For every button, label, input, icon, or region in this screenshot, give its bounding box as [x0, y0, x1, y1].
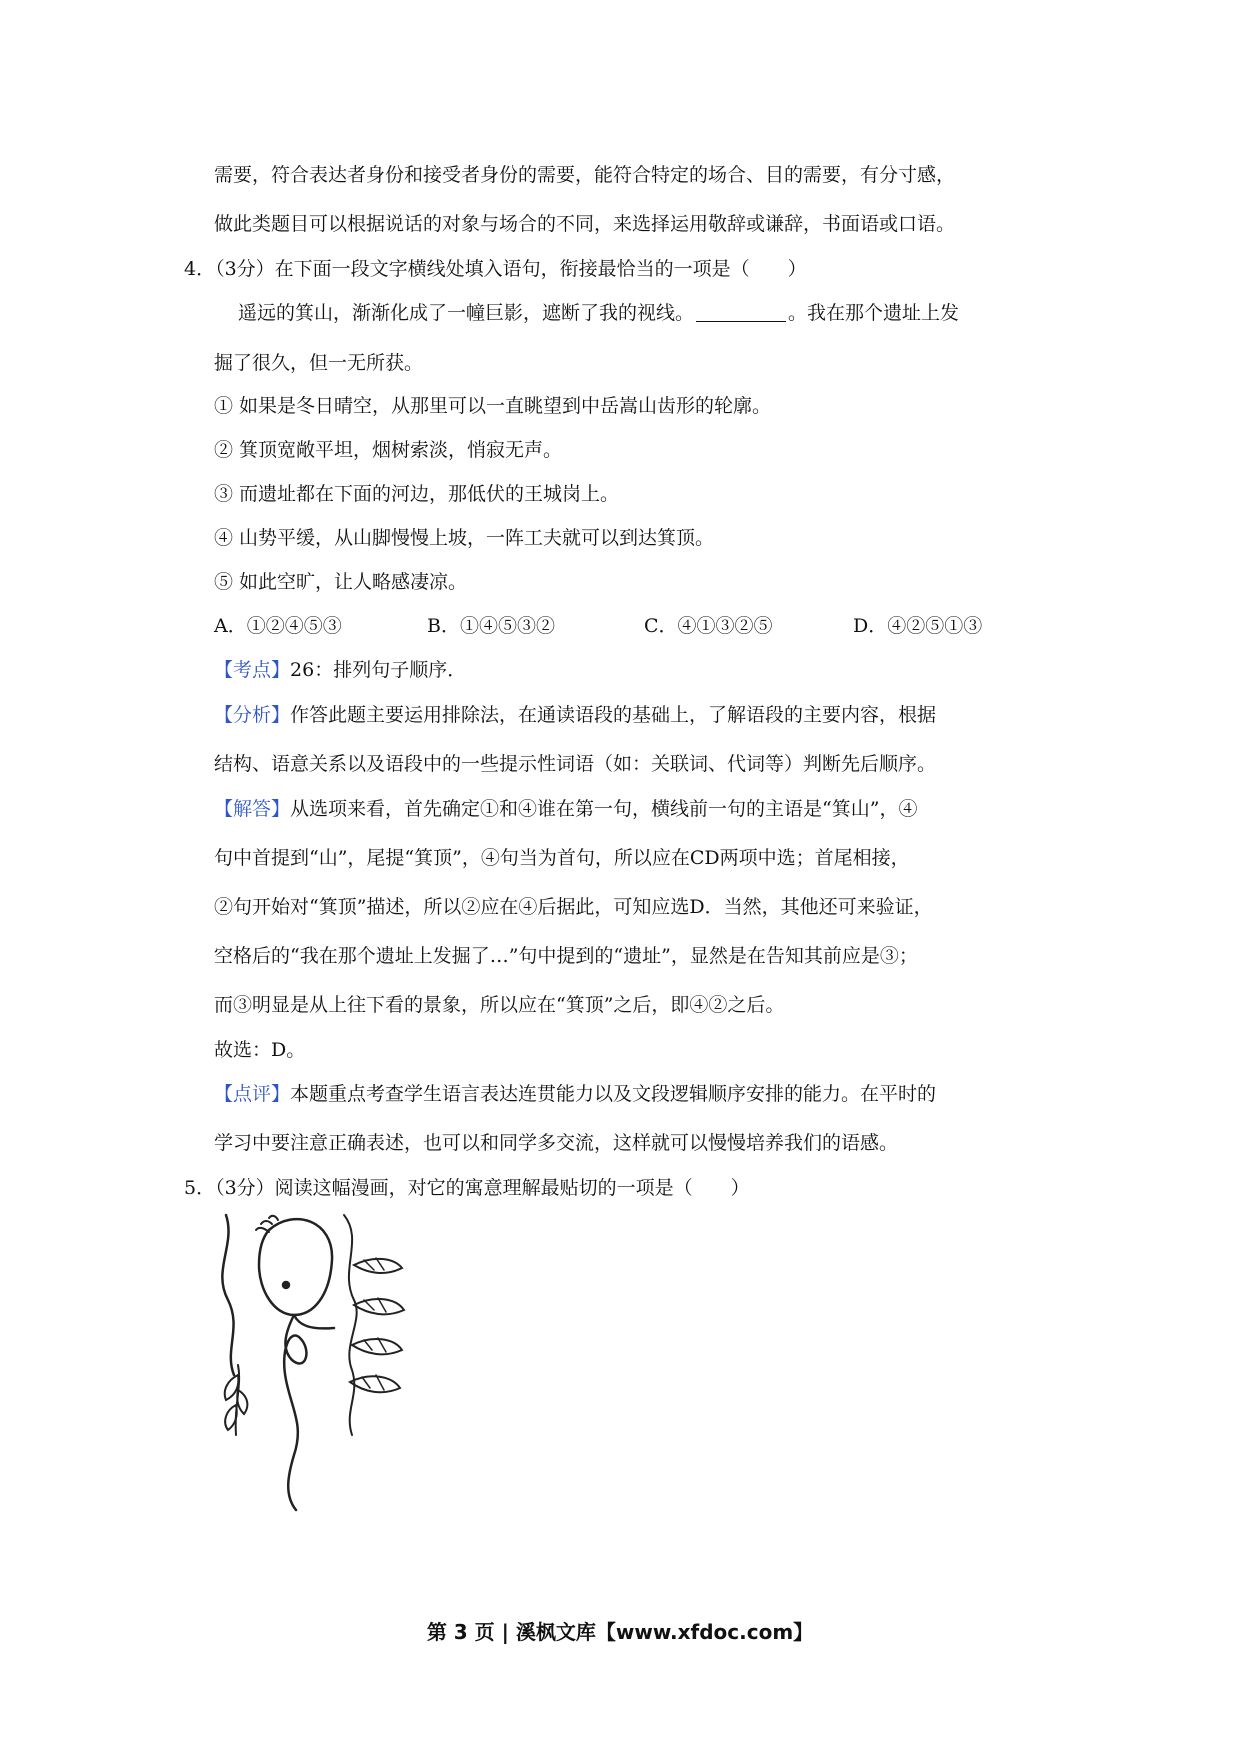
- left-leaf-branch: [225, 1365, 248, 1435]
- kaodian-tag: 【考点】: [214, 659, 291, 681]
- q4-sentence-2: ② 箕顶宽敞平坦，烟树索淡，悄寂无声。: [214, 439, 563, 461]
- jieda-line-5: 而③明显是从上往下看的景象，所以应在“箕顶”之后，即④②之后。: [214, 994, 785, 1016]
- left-wavy-line: [222, 1215, 234, 1375]
- q4-sentence-4: ④ 山势平缓，从山脚慢慢上坡，一阵工夫就可以到达箕顶。: [214, 527, 715, 549]
- jieda-tag: 【解答】: [214, 798, 291, 820]
- fenxi-tag: 【分析】: [214, 704, 291, 726]
- option-c: C．④①③②⑤: [644, 615, 773, 637]
- q4-sentence-3: ③ 而遗址都在下面的河边，那低伏的王城岗上。: [214, 483, 620, 505]
- option-a: A．①②④⑤③: [214, 615, 342, 637]
- jieda-line-3: ②句开始对“箕顶”描述，所以②应在④后据此，可知应选D．当然，其他还可来验证，: [214, 896, 933, 918]
- page-footer: 第 3 页 | 溪枫文库【www.xfdoc.com】: [426, 1620, 814, 1644]
- option-d: D．④②⑤①③: [853, 615, 983, 637]
- dianping-tag: 【点评】: [214, 1083, 291, 1105]
- q5-stem: 5．（3分）阅读这幅漫画，对它的寓意理解最贴切的一项是（ ）: [184, 1177, 750, 1199]
- balloon-figure: [256, 1216, 334, 1510]
- q4-stem: 4．（3分）在下面一段文字横线处填入语句，衔接最恰当的一项是（ ）: [184, 258, 807, 280]
- q4-sentence-5: ⑤ 如此空旷，让人略感凄凉。: [214, 571, 468, 593]
- jieda-text-1: 从选项来看，首先确定①和④谁在第一句，横线前一句的主语是“箕山”，④: [290, 798, 918, 820]
- jieda-line-1: [214, 796, 917, 822]
- answer-line: 故选：D。: [214, 1039, 306, 1061]
- fenxi-text-1: 作答此题主要运用排除法，在通读语段的基础上，了解语段的主要内容，根据: [290, 704, 937, 726]
- q4-sentence-1: ① 如果是冬日晴空，从那里可以一直眺望到中岳嵩山齿形的轮廓。: [214, 395, 772, 417]
- dianping-line-2: 学习中要注意正确表述，也可以和同学多交流，这样就可以慢慢培养我们的语感。: [214, 1132, 899, 1154]
- q4-passage-line-1: [238, 300, 959, 326]
- jieda-line-4: 空格后的“我在那个遗址上发掘了…”句中提到的“遗址”，显然是在告知其前应是③；: [214, 945, 918, 967]
- prev-line-1: 需要，符合表达者身份和接受者身份的需要，能符合特定的场合、目的需要，有分寸感，: [214, 164, 956, 186]
- dianping-text-1: 本题重点考查学生语言表达连贯能力以及文段逻辑顺序安排的能力。在平时的: [290, 1083, 937, 1105]
- kaodian-line: [214, 657, 466, 683]
- fenxi-line-2: 结构、语意关系以及语段中的一些提示性词语（如：关联词、代词等）判断先后顺序。: [214, 753, 937, 775]
- option-b: B．①④⑤③②: [427, 615, 555, 637]
- prev-line-2: 做此类题目可以根据说话的对象与场合的不同，来选择运用敬辞或谦辞，书面语或口语。: [214, 213, 956, 235]
- fenxi-line-1: [214, 702, 936, 728]
- q4-passage-a: 遥远的箕山，渐渐化成了一幢巨影，遮断了我的视线。: [238, 302, 695, 324]
- q4-passage-line-2: 掘了很久，但一无所获。: [214, 352, 424, 374]
- q4-passage-b: 。我在那个遗址上发: [788, 302, 960, 324]
- jieda-line-2: 句中首提到“山”，尾提“箕顶”，④句当为首句，所以应在CD两项中选；首尾相接，: [214, 847, 910, 869]
- cartoon-image: [214, 1210, 474, 1520]
- dianping-line-1: [214, 1081, 936, 1107]
- fill-blank: [696, 301, 786, 322]
- kaodian-text: 26：排列句子顺序．: [290, 659, 467, 681]
- right-leaf-branch: [344, 1215, 404, 1435]
